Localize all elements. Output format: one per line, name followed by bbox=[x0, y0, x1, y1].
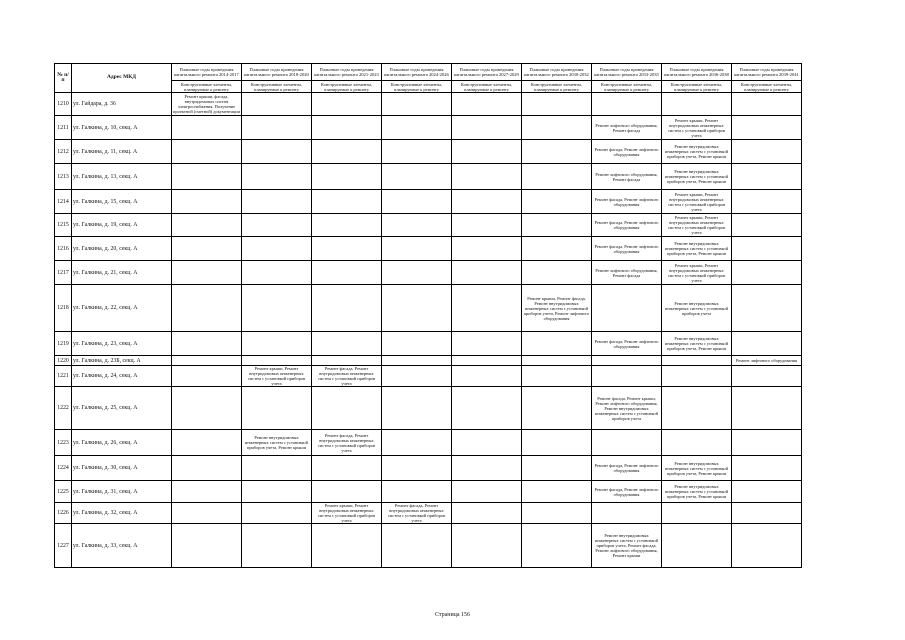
repair-elements-cell bbox=[522, 261, 592, 285]
repair-elements-cell bbox=[662, 366, 732, 387]
repair-elements-cell: Ремонт крыши, Ремонт внутридомовых инженерных систем с установкой приборов учета bbox=[662, 261, 732, 285]
repair-elements-cell bbox=[382, 93, 452, 116]
repair-elements-cell bbox=[382, 116, 452, 140]
repair-elements-cell bbox=[592, 356, 662, 366]
repair-elements-cell bbox=[382, 140, 452, 164]
repair-elements-cell bbox=[382, 237, 452, 261]
table-row bbox=[55, 116, 802, 140]
row-address: ул. Галкина, д. 19, секц. А bbox=[72, 214, 172, 237]
table-row bbox=[55, 524, 802, 568]
repair-elements-cell: Ремонт внутридомовых инженерных систем с установкой приборов учета, Ремонт крыши bbox=[662, 140, 732, 164]
period-header: Плановые годы проведения капитального ремонта 2021-2023 bbox=[312, 64, 382, 81]
period-header: Плановые годы проведения капитального ремонта 2030-2032 bbox=[522, 64, 592, 81]
elements-subheader: Конструктивные элементы, планируемые к ремонту bbox=[452, 81, 522, 93]
elements-subheader: Конструктивные элементы, планируемые к ремонту bbox=[732, 81, 802, 93]
repair-elements-cell bbox=[172, 190, 242, 214]
repair-elements-cell: Ремонт внутридомовых инженерных систем с установкой приборов учета, Ремонт крыши bbox=[662, 164, 732, 190]
repair-elements-cell bbox=[172, 332, 242, 356]
repair-elements-cell bbox=[452, 387, 522, 430]
repair-elements-cell bbox=[382, 164, 452, 190]
elements-subheader: Конструктивные элементы, планируемые к ремонту bbox=[592, 81, 662, 93]
row-address: ул. Галкина, д. 23Б, секц. А bbox=[72, 356, 172, 366]
repair-elements-cell bbox=[312, 285, 382, 332]
row-address: ул. Галкина, д. 25, секц. А bbox=[72, 387, 172, 430]
table-row bbox=[55, 214, 802, 237]
repair-elements-cell bbox=[312, 190, 382, 214]
repair-elements-cell: Ремонт крыши, Ремонт внутридомовых инженерных систем с установкой приборов учета bbox=[662, 116, 732, 140]
repair-elements-cell bbox=[452, 116, 522, 140]
repair-elements-cell: Ремонт внутридомовых инженерных систем с установкой приборов учета, Ремонт крыши bbox=[662, 237, 732, 261]
repair-elements-cell bbox=[592, 93, 662, 116]
repair-elements-cell bbox=[242, 261, 312, 285]
table-row bbox=[55, 456, 802, 481]
row-address: ул. Галкина, д. 22, секц. А bbox=[72, 285, 172, 332]
table-row bbox=[55, 237, 802, 261]
repair-elements-cell bbox=[382, 524, 452, 568]
repair-elements-cell: Ремонт лифтового оборудования, Ремонт фасада bbox=[592, 116, 662, 140]
repair-elements-cell bbox=[172, 261, 242, 285]
repair-elements-cell: Ремонт внутридомовых инженерных систем с установкой приборов учета, Ремонт крыши bbox=[662, 481, 732, 503]
repair-elements-cell bbox=[732, 116, 802, 140]
repair-elements-cell bbox=[452, 285, 522, 332]
repair-elements-cell bbox=[732, 430, 802, 456]
repair-elements-cell: Ремонт фасада, Ремонт лифтового оборудования bbox=[592, 481, 662, 503]
repair-elements-cell bbox=[522, 456, 592, 481]
period-header: Плановые годы проведения капитального ремонта 2036-2038 bbox=[662, 64, 732, 81]
repair-elements-cell bbox=[732, 93, 802, 116]
repair-elements-cell bbox=[452, 190, 522, 214]
row-address: ул. Галкина, д. 30, секц. А bbox=[72, 456, 172, 481]
repair-elements-cell: Ремонт лифтового оборудования, Ремонт фасада bbox=[592, 261, 662, 285]
repair-elements-cell bbox=[242, 116, 312, 140]
repair-elements-cell: Ремонт крыши, Ремонт внутридомовых инженерных систем с установкой приборов учета bbox=[312, 503, 382, 524]
period-header: Плановые годы проведения капитального ремонта 2039-2041 bbox=[732, 64, 802, 81]
repair-elements-cell bbox=[452, 214, 522, 237]
repair-elements-cell bbox=[242, 190, 312, 214]
repair-elements-cell bbox=[382, 214, 452, 237]
table-row bbox=[55, 430, 802, 456]
elements-subheader: Конструктивные элементы, планируемые к ремонту bbox=[312, 81, 382, 93]
repair-elements-cell bbox=[732, 332, 802, 356]
repair-elements-cell bbox=[522, 93, 592, 116]
row-address: ул. Галкина, д. 33, секц. А bbox=[72, 524, 172, 568]
repair-elements-cell: Ремонт фасада, Ремонт лифтового оборудования bbox=[592, 140, 662, 164]
repair-elements-cell bbox=[382, 356, 452, 366]
repair-elements-cell bbox=[452, 140, 522, 164]
repair-elements-cell: Ремонт фасада, Ремонт внутридомовых инженерных систем с установкой приборов учета bbox=[312, 366, 382, 387]
row-address: ул. Галкина, д. 11, секц. А bbox=[72, 140, 172, 164]
page-number: Страница 156 bbox=[434, 612, 471, 618]
repair-elements-cell bbox=[522, 214, 592, 237]
repair-elements-cell bbox=[732, 366, 802, 387]
repair-elements-cell bbox=[732, 237, 802, 261]
repair-elements-cell bbox=[732, 285, 802, 332]
repair-elements-cell bbox=[452, 356, 522, 366]
elements-subheader: Конструктивные элементы, планируемые к ремонту bbox=[522, 81, 592, 93]
table-row bbox=[55, 356, 802, 366]
row-address: ул. Галкина, д. 21, секц. А bbox=[72, 261, 172, 285]
repair-elements-cell: Ремонт фасада, Ремонт лифтового оборудования bbox=[592, 237, 662, 261]
repair-elements-cell: Ремонт внутридомовых инженерных систем с установкой приборов учета, Ремонт крыши bbox=[662, 456, 732, 481]
repair-elements-cell bbox=[242, 356, 312, 366]
repair-elements-cell bbox=[592, 503, 662, 524]
repair-elements-cell bbox=[732, 524, 802, 568]
repair-elements-cell bbox=[452, 164, 522, 190]
num-header: № п/п bbox=[55, 64, 72, 93]
row-address: ул. Галкина, д. 23, секц. А bbox=[72, 332, 172, 356]
repair-elements-cell bbox=[732, 481, 802, 503]
repair-elements-cell: Ремонт фасада, Ремонт крыши, Ремонт лифтового оборудования, Ремонт внутридомовых инженерных систем с установкой приборов учета bbox=[592, 387, 662, 430]
table-row bbox=[55, 164, 802, 190]
repair-elements-cell bbox=[452, 503, 522, 524]
table-row bbox=[55, 332, 802, 356]
row-number: 1214 bbox=[55, 190, 72, 214]
row-address: ул. Галкина, д. 20, секц. А bbox=[72, 237, 172, 261]
row-number: 1217 bbox=[55, 261, 72, 285]
repair-elements-cell bbox=[242, 456, 312, 481]
table-row bbox=[55, 93, 802, 116]
repair-elements-cell bbox=[242, 332, 312, 356]
repair-elements-cell bbox=[592, 285, 662, 332]
row-number: 1218 bbox=[55, 285, 72, 332]
repair-elements-cell: Ремонт крыши, Ремонт внутридомовых инженерных систем с установкой приборов учета bbox=[662, 214, 732, 237]
repair-elements-cell: Ремонт крыши, Ремонт внутридомовых инженерных систем с установкой приборов учета bbox=[662, 190, 732, 214]
repair-elements-cell bbox=[172, 356, 242, 366]
row-number: 1227 bbox=[55, 524, 72, 568]
capital-repair-table bbox=[54, 63, 802, 568]
repair-elements-cell bbox=[522, 356, 592, 366]
table-row bbox=[55, 140, 802, 164]
repair-elements-cell bbox=[522, 116, 592, 140]
repair-elements-cell bbox=[312, 140, 382, 164]
repair-elements-cell bbox=[662, 387, 732, 430]
repair-elements-cell bbox=[382, 456, 452, 481]
header-row bbox=[55, 64, 802, 81]
repair-elements-cell bbox=[172, 387, 242, 430]
row-address: ул. Галкина, д. 26, секц. А bbox=[72, 430, 172, 456]
repair-elements-cell bbox=[662, 93, 732, 116]
repair-elements-cell bbox=[242, 503, 312, 524]
row-address: ул. Галкина, д. 32, секц. А bbox=[72, 503, 172, 524]
row-number: 1224 bbox=[55, 456, 72, 481]
repair-elements-cell bbox=[522, 430, 592, 456]
repair-elements-cell bbox=[522, 387, 592, 430]
table-row bbox=[55, 481, 802, 503]
repair-elements-cell bbox=[522, 332, 592, 356]
repair-elements-cell bbox=[452, 261, 522, 285]
row-number: 1219 bbox=[55, 332, 72, 356]
table-row bbox=[55, 366, 802, 387]
repair-elements-cell bbox=[522, 524, 592, 568]
repair-elements-cell bbox=[172, 164, 242, 190]
repair-elements-cell bbox=[242, 481, 312, 503]
repair-elements-cell bbox=[242, 285, 312, 332]
repair-elements-cell bbox=[172, 116, 242, 140]
repair-elements-cell bbox=[522, 481, 592, 503]
repair-elements-cell bbox=[522, 190, 592, 214]
repair-elements-cell: Ремонт крыши, фасада, внутридомовых систем электроснабжения. Получение проектной (сметной) документации bbox=[173, 94, 240, 114]
repair-elements-cell bbox=[312, 93, 382, 116]
repair-elements-cell bbox=[172, 524, 242, 568]
repair-elements-cell: Ремонт фасада, Ремонт лифтового оборудования bbox=[592, 190, 662, 214]
repair-elements-cell bbox=[732, 261, 802, 285]
row-number: 1220 bbox=[55, 356, 72, 366]
row-address: ул. Галкина, д. 24, секц. А bbox=[72, 366, 172, 387]
repair-elements-cell bbox=[522, 237, 592, 261]
repair-elements-cell bbox=[522, 366, 592, 387]
repair-elements-cell bbox=[522, 503, 592, 524]
repair-elements-cell bbox=[382, 366, 452, 387]
elements-subheader: Конструктивные элементы, планируемые к ремонту bbox=[382, 81, 452, 93]
repair-elements-cell bbox=[172, 140, 242, 164]
period-header: Плановые годы проведения капитального ремонта 2024-2026 bbox=[382, 64, 452, 81]
repair-elements-cell: Ремонт фасада, Ремонт лифтового оборудования bbox=[592, 456, 662, 481]
repair-elements-cell: Ремонт фасада, Ремонт лифтового оборудования bbox=[592, 214, 662, 237]
repair-elements-cell bbox=[242, 140, 312, 164]
repair-elements-cell bbox=[242, 214, 312, 237]
repair-elements-cell: Ремонт крыши, Ремонт внутридомовых инженерных систем с установкой приборов учета bbox=[242, 366, 312, 387]
repair-elements-cell bbox=[732, 214, 802, 237]
table-row bbox=[55, 503, 802, 524]
repair-elements-cell: Ремонт внутридомовых инженерных систем с установкой приборов учета, Ремонт крыши bbox=[662, 332, 732, 356]
row-address: ул. Галкина, д. 15, секц. А bbox=[72, 190, 172, 214]
repair-elements-cell bbox=[452, 332, 522, 356]
repair-elements-cell bbox=[312, 164, 382, 190]
row-number: 1215 bbox=[55, 214, 72, 237]
repair-elements-cell bbox=[732, 190, 802, 214]
repair-elements-cell: Ремонт крыши, Ремонт фасада, Ремонт внутридомовых инженерных систем с установкой приборов учета, Ремонт лифтового оборудования bbox=[522, 285, 592, 332]
repair-elements-cell bbox=[732, 140, 802, 164]
repair-elements-cell bbox=[382, 430, 452, 456]
repair-elements-cell bbox=[662, 356, 732, 366]
repair-elements-cell bbox=[312, 332, 382, 356]
repair-elements-cell bbox=[382, 481, 452, 503]
repair-elements-cell bbox=[662, 430, 732, 456]
repair-elements-cell: Ремонт внутридомовых инженерных систем с установкой приборов учета bbox=[662, 285, 732, 332]
repair-elements-cell bbox=[662, 524, 732, 568]
table-row bbox=[55, 190, 802, 214]
repair-elements-cell bbox=[452, 237, 522, 261]
row-number: 1223 bbox=[55, 430, 72, 456]
repair-elements-cell bbox=[312, 356, 382, 366]
period-header: Плановые годы проведения капитального ремонта 2027-2029 bbox=[452, 64, 522, 81]
repair-elements-cell bbox=[452, 366, 522, 387]
address-header: Адрес МКД bbox=[72, 64, 172, 93]
repair-elements-cell: Ремонт внутридомовых инженерных систем с установкой приборов учета, Ремонт крыши bbox=[242, 430, 312, 456]
repair-elements-cell bbox=[312, 456, 382, 481]
repair-elements-cell bbox=[452, 524, 522, 568]
repair-elements-cell bbox=[452, 430, 522, 456]
repair-elements-cell bbox=[172, 366, 242, 387]
row-address: ул. Галкина, д. 13, секц. А bbox=[72, 164, 172, 190]
row-number: 1225 bbox=[55, 481, 72, 503]
repair-elements-cell bbox=[522, 140, 592, 164]
table-row bbox=[55, 261, 802, 285]
repair-elements-cell bbox=[242, 164, 312, 190]
repair-elements-cell bbox=[382, 261, 452, 285]
repair-elements-cell bbox=[312, 524, 382, 568]
repair-elements-cell bbox=[242, 387, 312, 430]
period-header: Плановые годы проведения капитального ремонта 2033-2035 bbox=[592, 64, 662, 81]
repair-elements-cell bbox=[312, 261, 382, 285]
repair-elements-cell bbox=[382, 190, 452, 214]
row-address: ул. Галкина, д. 10, секц. А bbox=[72, 116, 172, 140]
repair-elements-cell bbox=[452, 456, 522, 481]
row-address: ул. Гайдара, д. 36 bbox=[72, 93, 172, 116]
elements-subheader: Конструктивные элементы, планируемые к ремонту bbox=[172, 81, 242, 93]
repair-elements-cell bbox=[172, 214, 242, 237]
row-number: 1222 bbox=[55, 387, 72, 430]
repair-elements-cell bbox=[312, 116, 382, 140]
repair-elements-cell bbox=[312, 237, 382, 261]
table-row bbox=[55, 285, 802, 332]
repair-elements-cell bbox=[312, 214, 382, 237]
period-header: Плановые годы проведения капитального ремонта 2018-2020 bbox=[242, 64, 312, 81]
repair-elements-cell: Ремонт фасада, Ремонт внутридомовых инженерных систем с установкой приборов учета bbox=[382, 503, 452, 524]
repair-elements-cell bbox=[312, 387, 382, 430]
repair-elements-cell bbox=[312, 481, 382, 503]
repair-elements-cell bbox=[382, 387, 452, 430]
period-header: Плановые годы проведения капитального ремонта 2014-2017 bbox=[172, 64, 242, 81]
row-number: 1213 bbox=[55, 164, 72, 190]
repair-elements-cell bbox=[732, 456, 802, 481]
repair-elements-cell bbox=[242, 93, 312, 116]
row-number: 1221 bbox=[55, 366, 72, 387]
elements-subheader: Конструктивные элементы, планируемые к ремонту bbox=[242, 81, 312, 93]
repair-elements-cell bbox=[452, 481, 522, 503]
repair-elements-cell bbox=[382, 332, 452, 356]
elements-subheader: Конструктивные элементы, планируемые к ремонту bbox=[662, 81, 732, 93]
repair-elements-cell bbox=[242, 524, 312, 568]
repair-elements-cell bbox=[172, 285, 242, 332]
row-number: 1226 bbox=[55, 503, 72, 524]
repair-elements-cell bbox=[172, 503, 242, 524]
repair-elements-cell bbox=[732, 387, 802, 430]
repair-elements-cell bbox=[172, 456, 242, 481]
row-number: 1216 bbox=[55, 237, 72, 261]
repair-elements-cell bbox=[172, 481, 242, 503]
repair-elements-cell bbox=[732, 503, 802, 524]
row-number: 1210 bbox=[55, 93, 72, 116]
row-address: ул. Галкина, д. 31, секц. А bbox=[72, 481, 172, 503]
repair-elements-cell bbox=[242, 237, 312, 261]
table-row bbox=[55, 387, 802, 430]
repair-elements-cell: Ремонт лифтового оборудования, Ремонт фасада bbox=[592, 164, 662, 190]
row-number: 1212 bbox=[55, 140, 72, 164]
repair-elements-cell bbox=[172, 237, 242, 261]
repair-elements-cell bbox=[592, 366, 662, 387]
repair-elements-cell bbox=[732, 164, 802, 190]
repair-elements-cell bbox=[172, 430, 242, 456]
repair-elements-cell bbox=[592, 430, 662, 456]
repair-elements-cell: Ремонт внутридомовых инженерных систем с установкой приборов учета, Ремонт фасада, Ремонт лифтового оборудования, Ремонт крыши bbox=[592, 524, 662, 568]
repair-elements-cell: Ремонт лифтового оборудования bbox=[732, 356, 802, 366]
repair-elements-cell bbox=[452, 93, 522, 116]
repair-elements-cell bbox=[662, 503, 732, 524]
repair-elements-cell: Ремонт фасада, Ремонт лифтового оборудования bbox=[592, 332, 662, 356]
repair-elements-cell: Ремонт фасада, Ремонт внутридомовых инженерных систем с установкой приборов учета bbox=[312, 430, 382, 456]
table-body bbox=[55, 93, 802, 568]
row-number: 1211 bbox=[55, 116, 72, 140]
repair-elements-cell bbox=[382, 285, 452, 332]
repair-elements-cell bbox=[522, 164, 592, 190]
